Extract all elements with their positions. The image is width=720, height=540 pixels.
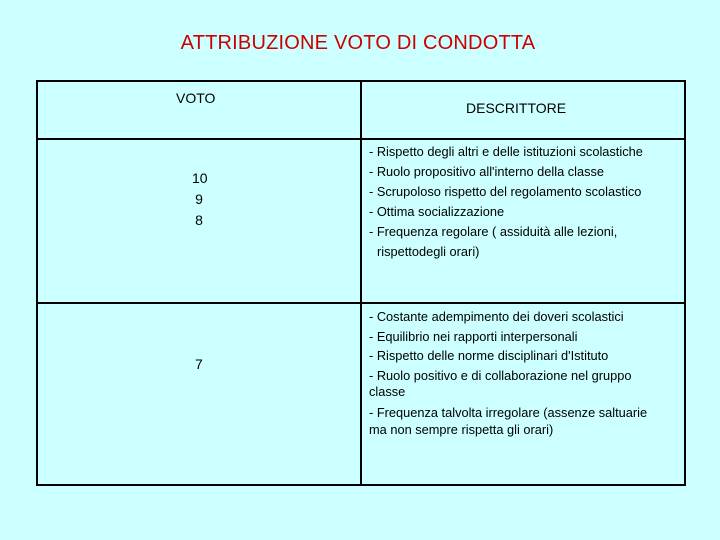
descriptor-row-2 bbox=[369, 307, 681, 437]
descriptor-line: - Equilibrio nei rapporti interpersonali bbox=[369, 328, 578, 344]
header-voto: VOTO bbox=[176, 90, 216, 106]
descriptor-line: - Rispetto degli altri e delle istituzioni scolastiche bbox=[369, 144, 643, 159]
descriptor-line: - Ruolo propositivo all'interno della classe bbox=[369, 164, 605, 179]
grades-row-1 bbox=[192, 168, 206, 231]
descriptor-line: - Scrupoloso rispetto del regolamento scolastico bbox=[369, 184, 642, 199]
descriptor-line: - Frequenza talvolta irregolare (assenze saltuarie bbox=[369, 405, 648, 420]
conduct-table bbox=[36, 80, 686, 486]
descriptor-line: rispettodegli orari) bbox=[377, 244, 480, 259]
descriptor-line: classe bbox=[369, 384, 406, 399]
grade-value: 8 bbox=[195, 212, 203, 228]
descriptor-line: - Rispetto delle norme disciplinari d'Istituto bbox=[369, 348, 609, 363]
descriptor-line: ma non sempre rispetta gli orari) bbox=[369, 421, 554, 437]
page-title bbox=[0, 32, 720, 55]
page-title-text: ATTRIBUZIONE VOTO DI CONDOTTA bbox=[180, 32, 536, 54]
grade-value: 9 bbox=[195, 191, 203, 207]
descriptor-line: - Ottima socializzazione bbox=[369, 204, 505, 219]
column-divider bbox=[360, 82, 362, 484]
descriptor-row-1 bbox=[369, 142, 681, 262]
descriptor-line: - Ruolo positivo e di collaborazione nel gruppo bbox=[369, 367, 632, 383]
grade-value: 10 bbox=[192, 170, 208, 186]
descriptor-line: - Costante adempimento dei doveri scolastici bbox=[369, 309, 624, 324]
row-divider bbox=[38, 302, 684, 304]
header-descrittore: DESCRITTORE bbox=[466, 100, 567, 116]
descriptor-line: - Frequenza regolare ( assiduità alle lezioni, bbox=[369, 224, 618, 239]
grade-value: 7 bbox=[195, 356, 203, 372]
header-divider bbox=[38, 138, 684, 140]
grades-row-2 bbox=[195, 356, 203, 372]
